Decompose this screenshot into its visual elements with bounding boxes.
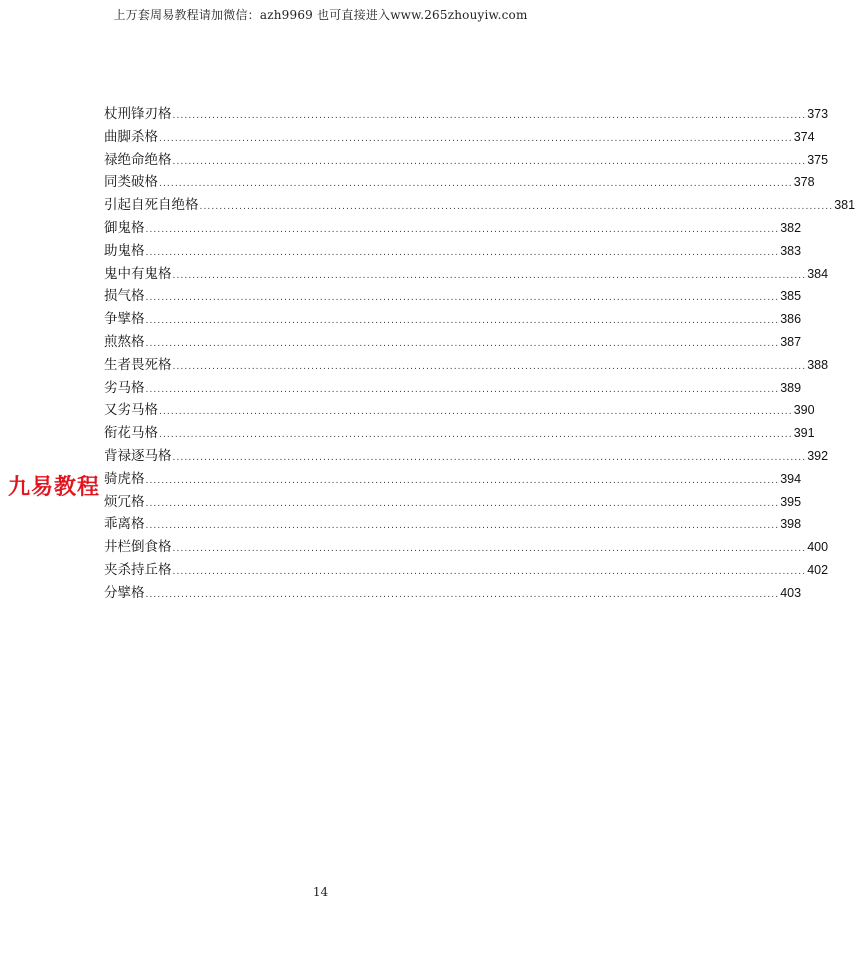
toc-entry-title: 杖刑锋刃格 xyxy=(104,106,172,122)
toc-entry[interactable] xyxy=(104,377,802,400)
toc-leader-dots: ................................................................................................................................................................ xyxy=(172,544,807,555)
toc-entry-title: 井栏倒食格 xyxy=(104,539,172,556)
toc-entry[interactable] xyxy=(104,491,802,514)
toc-leader-dots: ................................................................................................................................................................ xyxy=(145,475,780,486)
table-of-contents xyxy=(104,103,855,605)
toc-entry[interactable] xyxy=(104,536,829,559)
toc-entry[interactable] xyxy=(104,126,815,149)
toc-entry[interactable] xyxy=(104,263,829,286)
toc-entry-page: 390 xyxy=(793,403,815,418)
toc-entry-title: 分擘格 xyxy=(104,584,145,601)
toc-leader-dots: ................................................................................................................................................................ xyxy=(159,179,793,190)
toc-entry[interactable] xyxy=(104,582,802,605)
toc-entry-page: 400 xyxy=(807,540,829,555)
toc-entry[interactable] xyxy=(104,285,802,308)
toc-entry-title: 损气格 xyxy=(104,288,145,305)
toc-entry[interactable] xyxy=(104,103,829,126)
toc-entry[interactable] xyxy=(104,422,815,445)
toc-entry[interactable] xyxy=(104,240,802,263)
toc-entry-page: 389 xyxy=(780,380,802,395)
watermark-logo: 九易教程 xyxy=(8,475,101,500)
toc-leader-dots: ................................................................................................................................................................ xyxy=(145,589,780,600)
toc-entry[interactable] xyxy=(104,217,802,240)
toc-entry-page: 394 xyxy=(780,471,802,486)
toc-entry[interactable] xyxy=(104,149,829,172)
toc-entry-page: 381 xyxy=(834,198,855,213)
toc-entry-page: 378 xyxy=(793,175,815,190)
toc-entry[interactable] xyxy=(104,513,802,536)
toc-entry-page: 385 xyxy=(780,289,802,304)
toc-leader-dots: ................................................................................................................................................................ xyxy=(145,384,780,395)
toc-leader-dots: ................................................................................................................................................................ xyxy=(145,293,780,304)
toc-entry[interactable] xyxy=(104,354,829,377)
toc-leader-dots: ................................................................................................................................................................ xyxy=(172,361,807,372)
toc-entry-title: 乖离格 xyxy=(104,516,145,533)
toc-entry[interactable] xyxy=(104,171,815,194)
toc-entry-page: 395 xyxy=(780,494,802,509)
toc-entry[interactable] xyxy=(104,308,802,331)
toc-entry-page: 387 xyxy=(780,334,802,349)
toc-entry-page: 388 xyxy=(807,357,829,372)
toc-entry-page: 402 xyxy=(807,562,829,577)
toc-entry[interactable] xyxy=(104,399,815,422)
toc-leader-dots: ................................................................................................................................................................ xyxy=(172,452,807,463)
toc-entry-title: 背禄逐马格 xyxy=(104,447,172,464)
toc-entry-page: 391 xyxy=(793,426,815,441)
toc-leader-dots: ................................................................................................................................................................ xyxy=(145,498,780,509)
toc-entry[interactable] xyxy=(104,194,855,217)
toc-leader-dots: ................................................................................................................................................................ xyxy=(199,202,834,213)
toc-entry-title: 夹杀持丘格 xyxy=(104,561,172,578)
toc-entry-page: 403 xyxy=(780,585,802,600)
toc-entry[interactable] xyxy=(104,445,829,468)
toc-leader-dots: ................................................................................................................................................................ xyxy=(172,111,807,121)
toc-leader-dots: ................................................................................................................................................................ xyxy=(159,430,793,441)
toc-leader-dots: ................................................................................................................................................................ xyxy=(145,338,780,349)
toc-entry[interactable] xyxy=(104,331,802,354)
page-number: 14 xyxy=(312,885,329,899)
toc-entry-title: 助鬼格 xyxy=(104,242,145,259)
toc-entry-page: 386 xyxy=(780,312,802,327)
toc-entry-page: 384 xyxy=(807,266,829,281)
toc-entry-title: 衔花马格 xyxy=(104,425,158,442)
toc-entry-title: 骑虎格 xyxy=(104,470,145,487)
toc-entry-title: 劣马格 xyxy=(104,379,145,396)
toc-leader-dots: ................................................................................................................................................................ xyxy=(172,156,807,167)
toc-entry-page: 382 xyxy=(780,220,802,235)
toc-leader-dots: ................................................................................................................................................................ xyxy=(172,270,807,281)
page-header: 上万套周易教程请加微信：azh9969 也可直接进入www.265zhouyiw.com xyxy=(113,8,528,22)
toc-leader-dots: ................................................................................................................................................................ xyxy=(145,316,780,327)
toc-entry-title: 又劣马格 xyxy=(104,402,158,419)
toc-leader-dots: ................................................................................................................................................................ xyxy=(145,247,780,258)
toc-entry-title: 同类破格 xyxy=(104,174,158,191)
toc-leader-dots: ................................................................................................................................................................ xyxy=(159,133,793,144)
toc-leader-dots: ................................................................................................................................................................ xyxy=(159,407,793,418)
toc-entry-page: 375 xyxy=(807,152,829,167)
toc-entry-title: 引起自死自绝格 xyxy=(104,197,199,214)
toc-entry[interactable] xyxy=(104,468,802,491)
toc-entry-page: 392 xyxy=(807,448,829,463)
toc-entry-title: 御鬼格 xyxy=(104,219,145,236)
toc-entry-title: 生者畏死格 xyxy=(104,356,172,373)
toc-entry-page: 383 xyxy=(780,243,802,258)
toc-leader-dots: ................................................................................................................................................................ xyxy=(145,224,780,235)
toc-leader-dots: ................................................................................................................................................................ xyxy=(172,566,807,577)
toc-entry-page: 373 xyxy=(807,107,829,121)
toc-entry-title: 禄绝命绝格 xyxy=(104,151,172,168)
toc-entry-page: 374 xyxy=(793,129,815,144)
toc-entry-title: 鬼中有鬼格 xyxy=(104,265,172,282)
toc-leader-dots: ................................................................................................................................................................ xyxy=(145,521,780,532)
toc-entry-title: 烦冗格 xyxy=(104,493,145,510)
toc-entry-title: 煎熬格 xyxy=(104,333,145,350)
toc-entry[interactable] xyxy=(104,559,829,582)
toc-entry-title: 曲脚杀格 xyxy=(104,128,158,145)
toc-entry-page: 398 xyxy=(780,517,802,532)
toc-entry-title: 争擘格 xyxy=(104,311,145,328)
